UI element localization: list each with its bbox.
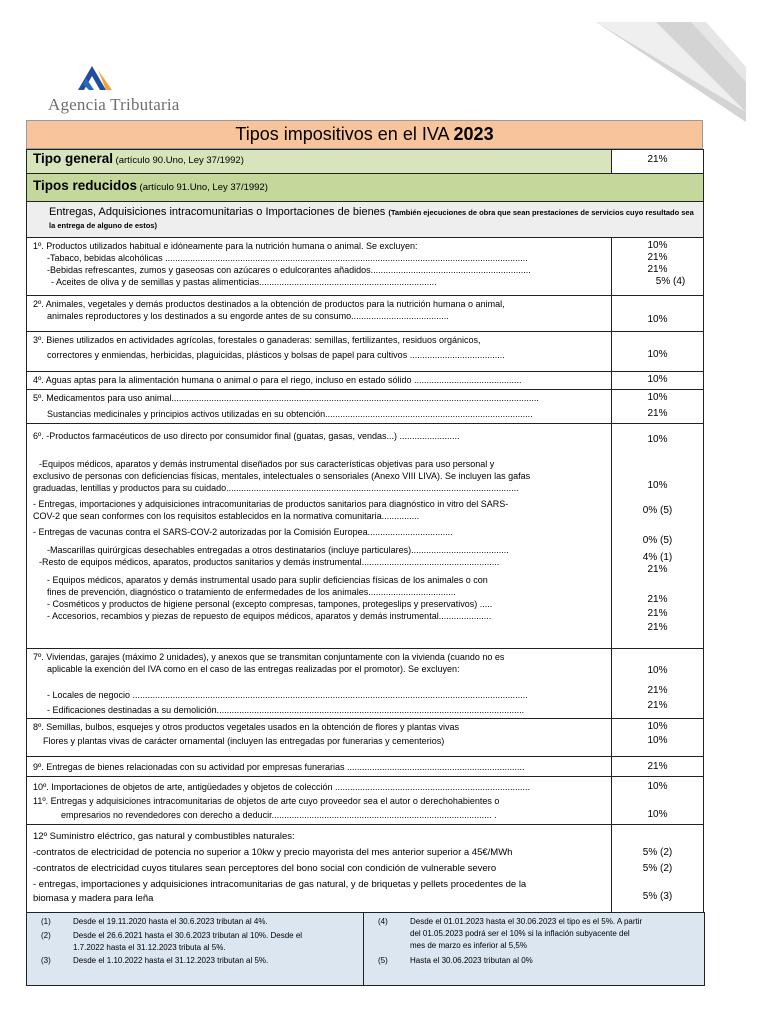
row6-vaccines-rate: 0% (5) xyxy=(642,535,673,546)
row7-line4: - Edificaciones destinadas a su demolición........................................................................................................................... xyxy=(47,705,525,715)
table-row xyxy=(27,757,704,777)
row10-line1: 10º. Importaciones de objetos de arte, antigüedades y objetos de colección .............................................................................. xyxy=(33,782,531,792)
row1-rate1: 10% xyxy=(647,240,668,251)
row6-cosmetics: - Cosméticos y productos de higiene personal (excepto compresas, tampones, protegeslips y preservativos) ..... xyxy=(47,599,493,609)
row1-line3: -Bebidas refrescantes, zumos y gaseosas con azúcares o edulcorantes añadidos................................................................ xyxy=(47,265,531,275)
footnote-4-text-b: del 01.05.2023 podrá ser el 10% si la inflación subyacente del xyxy=(410,929,630,938)
footnote-4-text-a: Desde el 01.01.2023 hasta el 30.06.2023 el tipo es el 5%. A partir xyxy=(410,917,643,926)
row6-rest-equip: -Resto de equipos médicos, aparatos, productos sanitarios y demás instrumental....................................................... xyxy=(39,557,500,567)
title-text: Tipos impositivos en el IVA xyxy=(235,124,449,144)
row6-animal-line2: fines de prevención, diagnóstico o tratamiento de enfermedades de los animales................................... xyxy=(47,587,456,597)
table-row-reducidos xyxy=(27,174,704,202)
reducidos-ref: (artículo 91.Uno, Ley 37/1992) xyxy=(139,182,268,193)
title-year: 2023 xyxy=(453,124,494,144)
row4-rate: 10% xyxy=(647,374,668,385)
row11-line1: 11º. Entregas y adquisiciones intracomunitarias de objetos de arte cuyo proveedor sea el autor o derechohabientes o xyxy=(33,796,500,806)
row6-masks: -Mascarillas quirúrgicas desechables entregadas a otros destinatarios (incluye particulares)....................................... xyxy=(47,545,509,555)
table-row-entregas xyxy=(27,202,704,238)
footnote-1-number: (1) xyxy=(41,917,51,926)
page-title xyxy=(26,120,703,149)
table-row xyxy=(27,825,704,913)
row12-line2: -contratos de electricidad de potencia no superior a 10kw y precio mayorista del mes anterior superior a 45€/MWh xyxy=(33,847,513,858)
row5-rate1: 10% xyxy=(647,392,668,403)
row6-cosmetics-rate: 21% xyxy=(647,608,668,619)
table-row xyxy=(27,332,704,372)
row7-line1: 7º. Viviendas, garajes (máximo 2 unidades), y anexos que se transmitan conjuntamente con la vivienda (cuando no es xyxy=(33,652,505,662)
vat-rates-table xyxy=(26,149,704,913)
row11-line2: empresarios no revendedores con derecho a deducir........................................................................................ . xyxy=(61,810,497,820)
row6-diag-line1: - Entregas, importaciones y adquisiciones intracomunitarias de productos sanitarios para diagnóstico in vitro del SARS- xyxy=(33,499,509,509)
row7-line3: - Locales de negocio .............................................................................................................................................................. xyxy=(47,690,528,700)
row6-equip-line3: graduadas, lentillas y productos para su cuidado..................................................................................................................... xyxy=(33,483,519,493)
row9-line1: 9º. Entregas de bienes relacionadas con su actividad por empresas funerarias ....................................................................... xyxy=(33,762,525,772)
footnote-3-number: (3) xyxy=(41,956,51,965)
row3-line1: 3º. Bienes utilizados en actividades agrícolas, forestales o ganaderas: semillas, fertilizantes, residuos orgánicos, xyxy=(33,335,481,345)
entregas-label: Entregas, Adquisiciones intracomunitarias o Importaciones de bienes xyxy=(49,206,386,218)
row12-line1: 12º Suministro eléctrico, gas natural y combustibles naturales: xyxy=(33,831,295,842)
row8-rate2: 10% xyxy=(647,735,668,746)
row6-animal-line1: - Equipos médicos, aparatos y demás instrumental usado para suplir deficiencias físicas de los animales o con xyxy=(47,575,488,585)
row6-vaccines: - Entregas de vacunas contra el SARS-COV-2 autorizadas por la Comisión Europea.................................. xyxy=(33,527,453,537)
row12-rate5: 5% (3) xyxy=(642,891,673,902)
row6-equip-line1: -Equipos médicos, aparatos y demás instrumental diseñados por sus características objetivas para uso personal y xyxy=(39,459,495,469)
footnote-2-text-a: Desde el 26.6.2021 hasta el 30.6.2023 tributan al 10%. Desde el xyxy=(73,931,303,940)
row3-line2: correctores y enmiendas, herbicidas, plaguicidas, plásticos y bolsas de papel para cultivos ...................................... xyxy=(47,350,505,360)
row12-line4: - entregas, importaciones y adquisiciones intracomunitarias de gas natural, y de briquetas y pellets procedentes de la xyxy=(33,879,527,890)
footnotes-box xyxy=(26,912,705,986)
footnote-4-number: (4) xyxy=(378,917,388,926)
row8-line2: Flores y plantas vivas de carácter ornamental (incluyen las entregadas por funerarias y cementerios) xyxy=(43,736,445,746)
table-row xyxy=(27,649,704,719)
row5-rate2: 21% xyxy=(647,408,668,419)
row6-pharma: 6º. -Productos farmacéuticos de uso directo por consumidor final (guatas, gasas, vendas...) ........................ xyxy=(33,431,460,441)
row6-accessories: - Accesorios, recambios y piezas de repuesto de equipos médicos, aparatos y demás instrumental..................... xyxy=(47,611,492,621)
row6-diag-line2: COV-2 que sean conformes con los requisitos establecidos en la normativa comunitaria............... xyxy=(33,511,420,521)
row5-line2: Sustancias medicinales y principios activos utilizadas en su obtención................................................................................... xyxy=(47,409,533,419)
row7-rate3: 21% xyxy=(647,685,668,696)
table-row xyxy=(27,238,704,296)
document-body xyxy=(26,120,703,913)
row6-diag-rate: 0% (5) xyxy=(642,505,673,516)
row7-line2: aplicable la exención del IVA como en el caso de las entregas realizadas por el promotor). Se excluyen: xyxy=(47,664,460,674)
row7-rate4: 21% xyxy=(647,700,668,711)
row7-rate1: 10% xyxy=(647,665,668,676)
footnotes-left xyxy=(27,913,364,985)
footnote-2-text-b: 1.7.2022 hasta el 31.12.2023 tributa al 5%. xyxy=(73,943,226,952)
general-ref: (artículo 90.Uno, Ley 37/1992) xyxy=(115,155,244,166)
row6-accessories-rate: 21% xyxy=(647,622,668,633)
table-row xyxy=(27,777,704,825)
row12-rate2: 5% (2) xyxy=(642,847,673,858)
row12-line3: -contratos de electricidad cuyos titulares sean perceptores del bono social con condición de vulnerable severo xyxy=(33,863,497,874)
table-row-general xyxy=(27,150,704,174)
footnote-2-number: (2) xyxy=(41,931,51,940)
agencia-tributaria-logo xyxy=(48,64,138,96)
footnote-3-text: Desde el 1.10.2022 hasta el 31.12.2023 tributan al 5%. xyxy=(73,956,269,965)
row8-line1: 8º. Semillas, bulbos, esquejes y otros productos vegetales usados en la obtención de flores y plantas vivas xyxy=(33,722,460,732)
agency-name: Agencia Tributaria xyxy=(48,95,180,114)
row1-rate4: 5% (4) xyxy=(655,276,686,287)
row6-equip-rate: 10% xyxy=(647,480,668,491)
footnote-1-text: Desde el 19.11.2020 hasta el 30.6.2023 tributan al 4%. xyxy=(73,917,268,926)
row6-equip-line2: exclusivo de personas con deficiencias físicas, mentales, intelectuales o sensoriales (Anexo VIII LIVA). Se incluyen las gafas xyxy=(33,471,531,481)
row1-line2: -Tabaco, bebidas alcohólicas ................................................................................................................................................. xyxy=(47,253,528,263)
row1-rate2: 21% xyxy=(647,252,668,263)
row2-line1: 2º. Animales, vegetales y demás productos destinados a la obtención de productos para la nutrición humana o animal, xyxy=(33,299,505,309)
row6-rest-rate: 21% xyxy=(647,564,668,575)
row6-animal-rate: 21% xyxy=(647,594,668,605)
table-row xyxy=(27,424,704,649)
general-rate: 21% xyxy=(612,150,704,174)
entregas-note: (También ejecuciones de obra que sean prestaciones de servicios cuyo resultado sea la entrega de alguno de estos) xyxy=(49,208,694,230)
table-row xyxy=(27,719,704,757)
row3-rate: 10% xyxy=(647,349,668,360)
row1-line4: - Aceites de oliva y de semillas y pastas alimenticias....................................................................... xyxy=(51,277,437,287)
row1-line1: 1º. Productos utilizados habitual e idóneamente para la nutrición humana o animal. Se excluyen: xyxy=(33,241,418,251)
row8-rate1: 10% xyxy=(647,721,668,732)
row9-rate: 21% xyxy=(647,761,668,772)
table-row xyxy=(27,372,704,390)
table-row xyxy=(27,390,704,424)
footnote-5-number: (5) xyxy=(378,956,388,965)
row2-line2: animales reproductores y los destinados a su engorde antes de su consumo....................................... xyxy=(47,311,449,321)
entregas-header xyxy=(27,202,704,238)
row12-rate3: 5% (2) xyxy=(642,863,673,874)
footnote-5-text: Hasta el 30.06.2023 tributan al 0% xyxy=(410,956,533,965)
row6-masks-rate: 4% (1) xyxy=(642,552,673,563)
row6-pharma-rate: 10% xyxy=(647,434,668,445)
row10-rate: 10% xyxy=(647,781,668,792)
row4-line1: 4º. Aguas aptas para la alimentación humana o animal o para el riego, incluso en estado sólido ........................................... xyxy=(33,375,522,385)
row12-line5: biomasa y madera para leña xyxy=(33,893,154,904)
footnote-4-text-c: mes de marzo es inferior al 5,5% xyxy=(410,941,527,950)
table-row xyxy=(27,296,704,332)
row2-rate: 10% xyxy=(647,314,668,325)
reducidos-header: Tipos reducidos (artículo 91.Uno, Ley 37/1992) xyxy=(27,174,704,202)
row5-line1: 5º. Medicamentos para uso animal................................................................................................................................................... xyxy=(33,393,539,403)
footnotes-right xyxy=(364,913,704,985)
row1-rate3: 21% xyxy=(647,264,668,275)
page-corner-decoration xyxy=(596,22,746,122)
general-header: Tipo general (artículo 90.Uno, Ley 37/1992) xyxy=(27,150,612,174)
row11-rate: 10% xyxy=(647,809,668,820)
